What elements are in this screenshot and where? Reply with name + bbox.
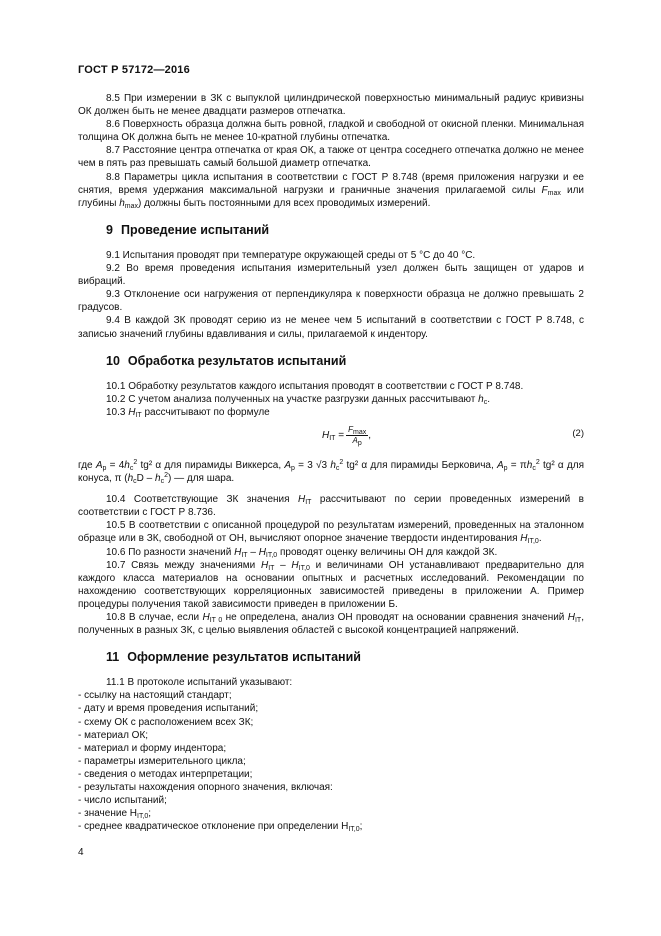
clause-10-6: 10.6 По разности значений $H_{IT} - H_{IT,0}$ проводят оценку величины ОН для каждой ЗК. bbox=[106, 546, 498, 559]
clause-9-2: 9.2 Во время проведения испытания измерительный узел должен быть защищен от ударов и вибраций. bbox=[78, 263, 584, 288]
list-item: - материал и форму индентора; bbox=[78, 742, 227, 754]
clause-10-8: 10.8 В случае, если $H_{IT 0}$ не определена, анализ ОН проводят на основании сравнения значений $H_{IT}$, полученных в разных ЗК, с целью выявления областей с высокой концентрацией напряжений. bbox=[78, 612, 584, 637]
formula-2 bbox=[78, 421, 584, 455]
clause-9-4: 9.4 В каждой ЗК проводят серию из не менее чем 5 испытаний в соответствии с ГОСТ Р 8.748, с записью значений глубины вдавливания и силы, прилагаемой к индентору. bbox=[78, 315, 584, 340]
list-item: - сведения о методах интерпретации; bbox=[78, 768, 253, 780]
clause-10-1: 10.1 Обработку результатов каждого испытания проводят в соответствии с ГОСТ Р 8.748. bbox=[106, 380, 524, 392]
clause-9-1: 9.1 Испытания проводят при температуре окружающей среды от 5 °С до 40 °С. bbox=[106, 249, 476, 261]
list-item: - схему ОК с расположением всех ЗК; bbox=[78, 716, 254, 728]
list-item: - ссылку на настоящий стандарт; bbox=[78, 690, 232, 702]
clause-8-5: 8.5 При измерении в ЗК с выпуклой цилиндрической поверхностью минимальный радиус кривизны ОК должен быть не менее двадцати размеров отпечатка. bbox=[78, 93, 584, 118]
section-11-heading: 11 Оформление результатов испытаний bbox=[106, 650, 361, 665]
section-10-heading: 10 Обработка результатов испытаний bbox=[106, 353, 347, 368]
list-item: - параметры измерительного цикла; bbox=[78, 755, 246, 767]
document-body bbox=[78, 92, 584, 833]
list-item: - дату и время проведения испытаний; bbox=[78, 703, 259, 715]
clause-10-2: 10.2 С учетом анализа полученных на участке разгрузки данных рассчитывают $h_c$. bbox=[106, 393, 491, 406]
list-item: - число испытаний; bbox=[78, 795, 167, 807]
clause-10-3: 10.3 $H_{IT}$ рассчитывают по формуле bbox=[106, 406, 270, 419]
clause-8-7: 8.7 Расстояние центра отпечатка от края ОК, а также от центра соседнего отпечатка должно не менее чем в пять раз превышать самый большой диаметр отпечатка. bbox=[78, 145, 584, 170]
formula-explanation: где $A_p = 4h_c^2$ tg² α для пирамиды Виккерса, $A_p = 3$ √3 $h_c^2$ tg² α для пирамиды Берковича, $A_p = \pi h_c^2$ tg² α для конуса, π $(h_cD - h_c^2)$ — для шара. bbox=[78, 458, 584, 486]
section-9-heading: 9 Проведение испытаний bbox=[106, 222, 270, 237]
clause-9-3: 9.3 Отклонение оси нагружения от перпендикуляра к поверхности образца не должно превышать 2 градусов. bbox=[78, 289, 584, 314]
clause-10-7: 10.7 Связь между значениями $H_{IT} - H_{IT,0}$ и величинами ОН устанавливают предварительно для каждого класса материалов на основании опытных и расчетных исследований. Рекомендации по нахождению соответствующих корреляционных зависимостей приведены в приложении А. Пример процедуры получения такой зависимости приведен в приложении Б. bbox=[78, 559, 584, 610]
list-item: - результаты нахождения опорного значения, включая: bbox=[78, 782, 333, 794]
report-contents-list bbox=[78, 676, 584, 833]
clause-8-8: 8.8 Параметры цикла испытания в соответствии с ГОСТ Р 8.748 (время приложения нагрузки и ее снятия, время удержания максимальной нагрузки и граничные значения прилагаемой силы $F_{max}$ или глубины $h_{max}$) должны быть постоянными для всех проводимых измерений. bbox=[78, 171, 584, 210]
list-item: - материал ОК; bbox=[78, 729, 149, 741]
clause-10-4: 10.4 Соответствующие ЗК значения $H_{IT}$ рассчитывают по серии проведенных измерений в соответствии с ГОСТ Р 8.736. bbox=[78, 494, 584, 519]
standard-code-header: ГОСТ Р 57172—2016 bbox=[78, 64, 190, 76]
clause-8-6: 8.6 Поверхность образца должна быть ровной, гладкой и свободной от окисной пленки. Минимальная толщина ОК должна быть не менее 10-кратной глубины отпечатка. bbox=[78, 119, 584, 144]
formula-expression: $H_{IT}$ = $F_{max}$ $A_p$ , bbox=[322, 424, 371, 447]
clause-10-5: 10.5 В соответствии с описанной процедурой по результатам измерений, проведенных на эталонном образце или в ЗК, свободной от ОН, вычисляют опорное значение твердости индентирования $H_{IT,0}$. bbox=[78, 520, 584, 546]
page-number: 4 bbox=[78, 847, 84, 858]
list-item: - значение $H_{IT,0}$; bbox=[78, 808, 152, 821]
formula-number: (2) bbox=[572, 427, 584, 439]
clause-11-1: 11.1 В протоколе испытаний указывают: bbox=[106, 677, 293, 689]
list-item: - среднее квадратическое отклонение при определении $H_{IT,0}$; bbox=[78, 821, 363, 834]
